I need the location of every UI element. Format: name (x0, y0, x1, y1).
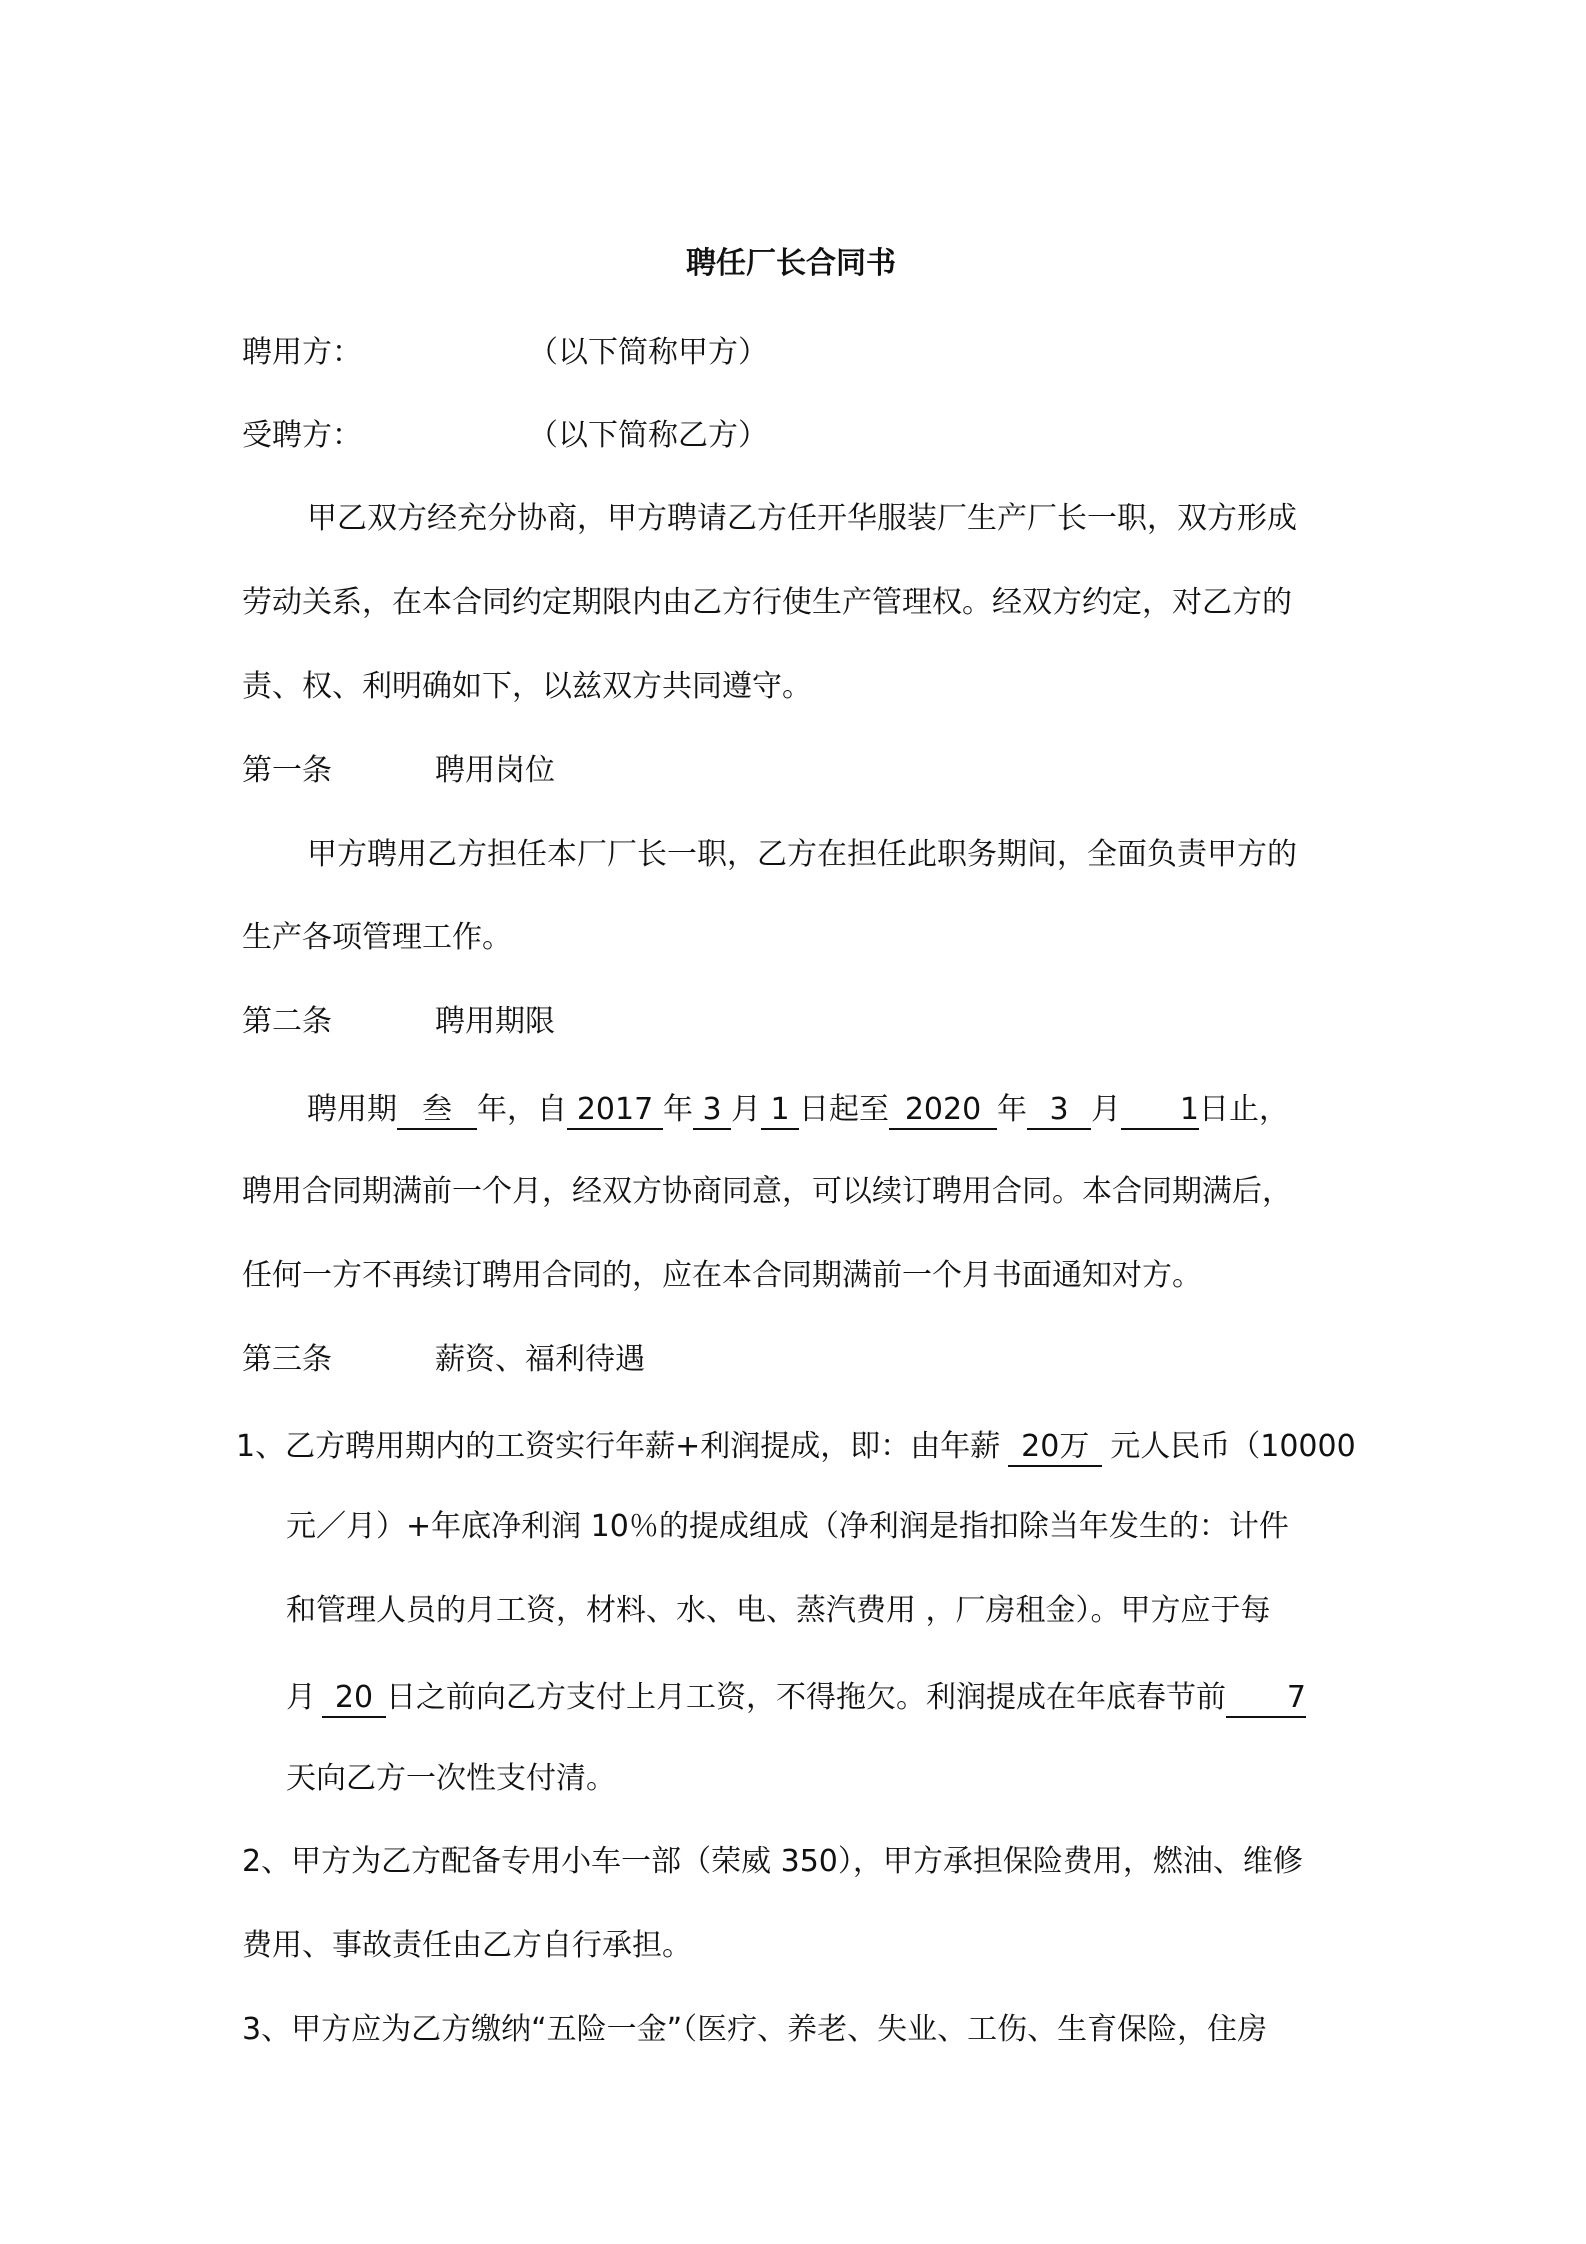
salary-line: 和管理人员的月工资，材料、水、电、蒸汽费用 ，厂房租金）。甲方应于每 (286, 1593, 1271, 1628)
start-day-field: 1 (761, 1092, 799, 1130)
article-title: 聘用期限 (435, 1004, 555, 1039)
term-text: 日止， (1199, 1092, 1289, 1127)
salary-text: 1、乙方聘用期内的工资实行年薪+利润提成，即：由年薪 (236, 1429, 1001, 1464)
salary-text: 月 (286, 1680, 316, 1715)
term-years-field: 叁 (397, 1092, 477, 1130)
article-number: 第二条 (242, 1004, 332, 1039)
employee-note: （以下简称乙方） (528, 418, 768, 453)
end-day-field: 1 (1121, 1092, 1199, 1130)
term-text: 月 (731, 1092, 761, 1127)
intro-line: 责、权、利明确如下，以兹双方共同遵守。 (242, 669, 812, 704)
start-month-field: 3 (693, 1092, 731, 1130)
article-title: 薪资、福利待遇 (435, 1342, 645, 1377)
salary-line: 元／月）+年底净利润 10％的提成组成（净利润是指扣除当年发生的：计件 (286, 1509, 1289, 1544)
end-month-field: 3 (1027, 1092, 1091, 1130)
article-line: 聘用合同期满前一个月，经双方协商同意，可以续订聘用合同。本合同期满后， (242, 1174, 1292, 1209)
term-text: 年，自 (477, 1092, 567, 1127)
payday-line (286, 1677, 1306, 1719)
car-line: 2、甲方为乙方配备专用小车一部（荣威 350），甲方承担保险费用，燃油、维修 (242, 1844, 1303, 1879)
salary-text: 日之前向乙方支付上月工资，不得拖欠。利润提成在年底春节前 (386, 1680, 1226, 1715)
article-number: 第三条 (242, 1342, 332, 1377)
salary-line: 天向乙方一次性支付清。 (286, 1761, 616, 1796)
article-line: 生产各项管理工作。 (242, 920, 512, 955)
article-line: 甲方聘用乙方担任本厂厂长一职，乙方在担任此职务期间，全面负责甲方的 (307, 837, 1297, 872)
salary-text: 元人民币（10000 (1110, 1429, 1356, 1464)
term-text: 日起至 (799, 1092, 889, 1127)
term-text: 年 (663, 1092, 693, 1127)
term-text: 聘用期 (307, 1092, 397, 1127)
insurance-line: 3、甲方应为乙方缴纳“五险一金”（医疗、养老、失业、工伤、生育保险，住房 (242, 2012, 1268, 2047)
term-line (307, 1089, 1289, 1131)
employer-label: 聘用方： (242, 335, 362, 370)
end-year-field: 2020 (889, 1092, 997, 1130)
start-year-field: 2017 (567, 1092, 663, 1130)
pay-day-field: 20 (322, 1680, 386, 1718)
term-text: 年 (997, 1092, 1027, 1127)
article-line: 任何一方不再续订聘用合同的，应在本合同期满前一个月书面通知对方。 (242, 1258, 1202, 1293)
article-title: 聘用岗位 (435, 753, 555, 788)
salary-line (236, 1426, 1356, 1468)
document-title: 聘任厂长合同书 (686, 246, 896, 281)
intro-line: 劳动关系，在本合同约定期限内由乙方行使生产管理权。经双方约定，对乙方的 (242, 585, 1292, 620)
article-number: 第一条 (242, 753, 332, 788)
employer-note: （以下简称甲方） (528, 335, 768, 370)
employee-label: 受聘方： (242, 418, 362, 453)
intro-line: 甲乙双方经充分协商，甲方聘请乙方任开华服装厂生产厂长一职，双方形成 (307, 501, 1297, 536)
annual-salary-field: 20万 (1008, 1429, 1102, 1467)
bonus-days-field: 7 (1226, 1680, 1306, 1718)
term-text: 月 (1091, 1092, 1121, 1127)
car-line: 费用、事故责任由乙方自行承担。 (242, 1928, 692, 1963)
